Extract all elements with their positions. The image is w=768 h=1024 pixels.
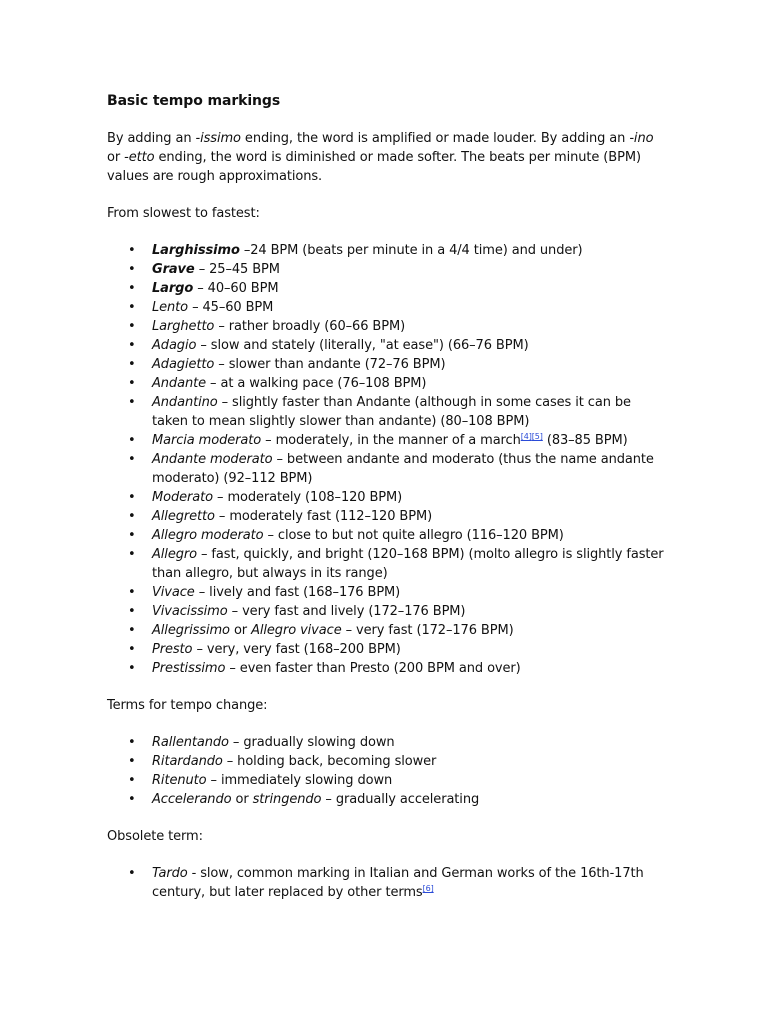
tempo-term: Allegro vivace bbox=[251, 623, 342, 638]
list-item bbox=[107, 336, 667, 355]
tempo-desc: – 25–45 BPM bbox=[194, 262, 280, 277]
tempo-desc: – at a walking pace (76–108 BPM) bbox=[206, 376, 427, 391]
list-item bbox=[107, 602, 667, 621]
tempo-change-list bbox=[107, 733, 667, 809]
footnote-link-4[interactable]: [4] bbox=[520, 432, 532, 441]
list-item bbox=[107, 659, 667, 678]
list-item bbox=[107, 374, 667, 393]
list-item bbox=[107, 488, 667, 507]
footnote-refs bbox=[521, 432, 543, 441]
tempo-desc: – slightly faster than Andante (although in some cases it can be taken to mean slightly slower than andante) (80–108 BPM) bbox=[152, 395, 631, 429]
footnote-refs bbox=[423, 884, 434, 893]
tempo-desc: - slow, common marking in Italian and German works of the 16th-17th century, but later replaced by other terms bbox=[152, 866, 644, 900]
tempo-term: Allegro moderato bbox=[152, 528, 264, 543]
tempo-desc: – lively and fast (168–176 BPM) bbox=[194, 585, 401, 600]
tempo-term: Lento bbox=[152, 300, 189, 315]
list-item bbox=[107, 279, 667, 298]
tempo-desc: – holding back, becoming slower bbox=[222, 754, 437, 769]
list-item bbox=[107, 260, 667, 279]
tempo-desc: (83–85 BPM) bbox=[542, 433, 628, 448]
tempo-desc: –24 BPM (beats per minute in a 4/4 time) and under) bbox=[239, 243, 583, 258]
tempo-term: Larghissimo bbox=[152, 243, 240, 258]
tempo-desc: – 45–60 BPM bbox=[188, 300, 274, 315]
tempo-desc: – moderately, in the manner of a march bbox=[261, 433, 521, 448]
list-item bbox=[107, 431, 667, 450]
tempo-desc: – immediately slowing down bbox=[206, 773, 393, 788]
intro-suffix-issimo: -issimo bbox=[195, 131, 241, 146]
list-item bbox=[107, 621, 667, 640]
intro-suffix-ino: -ino bbox=[629, 131, 654, 146]
tempo-term: Adagio bbox=[152, 338, 197, 353]
footnote-link-6[interactable]: [6] bbox=[422, 884, 434, 893]
list-item bbox=[107, 771, 667, 790]
list-item bbox=[107, 640, 667, 659]
list-item bbox=[107, 241, 667, 260]
list-item bbox=[107, 317, 667, 336]
tempo-desc: – very fast (172–176 BPM) bbox=[341, 623, 514, 638]
tempo-term: Vivacissimo bbox=[152, 604, 228, 619]
tempo-list bbox=[107, 241, 667, 678]
intro-suffix-etto: etto bbox=[128, 150, 155, 165]
tempo-term: Vivace bbox=[152, 585, 195, 600]
tempo-term: Tardo bbox=[152, 866, 188, 881]
list-item bbox=[107, 298, 667, 317]
tempo-desc: – slow and stately (literally, "at ease") (66–76 BPM) bbox=[196, 338, 529, 353]
intro-paragraph bbox=[107, 129, 667, 186]
intro-text: ending, the word is diminished or made softer. The beats per minute (BPM) values are rough approximations. bbox=[107, 150, 641, 184]
intro-text: ending, the word is amplified or made louder. By adding an bbox=[240, 131, 630, 146]
list-item bbox=[107, 507, 667, 526]
tempo-desc: – close to but not quite allegro (116–120 BPM) bbox=[263, 528, 564, 543]
slowest-label: From slowest to fastest: bbox=[107, 206, 260, 221]
tempo-term: Andantino bbox=[152, 395, 218, 410]
change-label: Terms for tempo change: bbox=[107, 698, 268, 713]
tempo-term: Largo bbox=[152, 281, 194, 296]
tempo-desc: – gradually accelerating bbox=[321, 792, 480, 807]
tempo-desc: – fast, quickly, and bright (120–168 BPM) (molto allegro is slightly faster than allegro, but always in its range) bbox=[152, 547, 664, 581]
tempo-desc: – rather broadly (60–66 BPM) bbox=[214, 319, 406, 334]
list-item bbox=[107, 450, 667, 488]
tempo-connector: or bbox=[229, 623, 252, 638]
footnote-link-5[interactable]: [5] bbox=[531, 432, 543, 441]
document-page bbox=[107, 90, 667, 920]
page-title: Basic tempo markings bbox=[107, 93, 281, 109]
tempo-term: Presto bbox=[152, 642, 193, 657]
tempo-term: Accelerando bbox=[152, 792, 232, 807]
tempo-connector: or bbox=[231, 792, 253, 807]
list-item bbox=[107, 790, 667, 809]
tempo-term: Andante bbox=[152, 376, 206, 391]
tempo-term: Adagietto bbox=[152, 357, 215, 372]
tempo-desc: – very fast and lively (172–176 BPM) bbox=[227, 604, 466, 619]
tempo-desc: – 40–60 BPM bbox=[193, 281, 279, 296]
tempo-term: Moderato bbox=[152, 490, 213, 505]
tempo-term: Marcia moderato bbox=[152, 433, 262, 448]
list-item bbox=[107, 393, 667, 431]
tempo-term: Prestissimo bbox=[152, 661, 226, 676]
obsolete-label: Obsolete term: bbox=[107, 829, 203, 844]
list-item bbox=[107, 864, 667, 902]
tempo-term: stringendo bbox=[252, 792, 322, 807]
list-item bbox=[107, 583, 667, 602]
tempo-term: Allegretto bbox=[152, 509, 215, 524]
list-item bbox=[107, 545, 667, 583]
tempo-term: Ritardando bbox=[152, 754, 223, 769]
tempo-term: Allegro bbox=[152, 547, 197, 562]
tempo-term: Rallentando bbox=[152, 735, 229, 750]
tempo-desc: – even faster than Presto (200 BPM and over) bbox=[225, 661, 521, 676]
tempo-term: Allegrissimo bbox=[152, 623, 230, 638]
tempo-desc: – very, very fast (168–200 BPM) bbox=[192, 642, 401, 657]
tempo-desc: – gradually slowing down bbox=[228, 735, 395, 750]
intro-text: or - bbox=[107, 150, 129, 165]
tempo-term: Grave bbox=[152, 262, 195, 277]
tempo-desc: – moderately (108–120 BPM) bbox=[212, 490, 403, 505]
tempo-desc: – moderately fast (112–120 BPM) bbox=[214, 509, 433, 524]
tempo-desc: – slower than andante (72–76 BPM) bbox=[214, 357, 446, 372]
obsolete-list bbox=[107, 864, 667, 902]
list-item bbox=[107, 752, 667, 771]
tempo-term: Ritenuto bbox=[152, 773, 207, 788]
list-item bbox=[107, 733, 667, 752]
tempo-term: Andante moderato bbox=[152, 452, 273, 467]
intro-text: By adding an bbox=[107, 131, 196, 146]
tempo-term: Larghetto bbox=[152, 319, 215, 334]
tempo-desc: – between andante and moderato (thus the name andante moderato) (92–112 BPM) bbox=[152, 452, 654, 486]
list-item bbox=[107, 355, 667, 374]
list-item bbox=[107, 526, 667, 545]
